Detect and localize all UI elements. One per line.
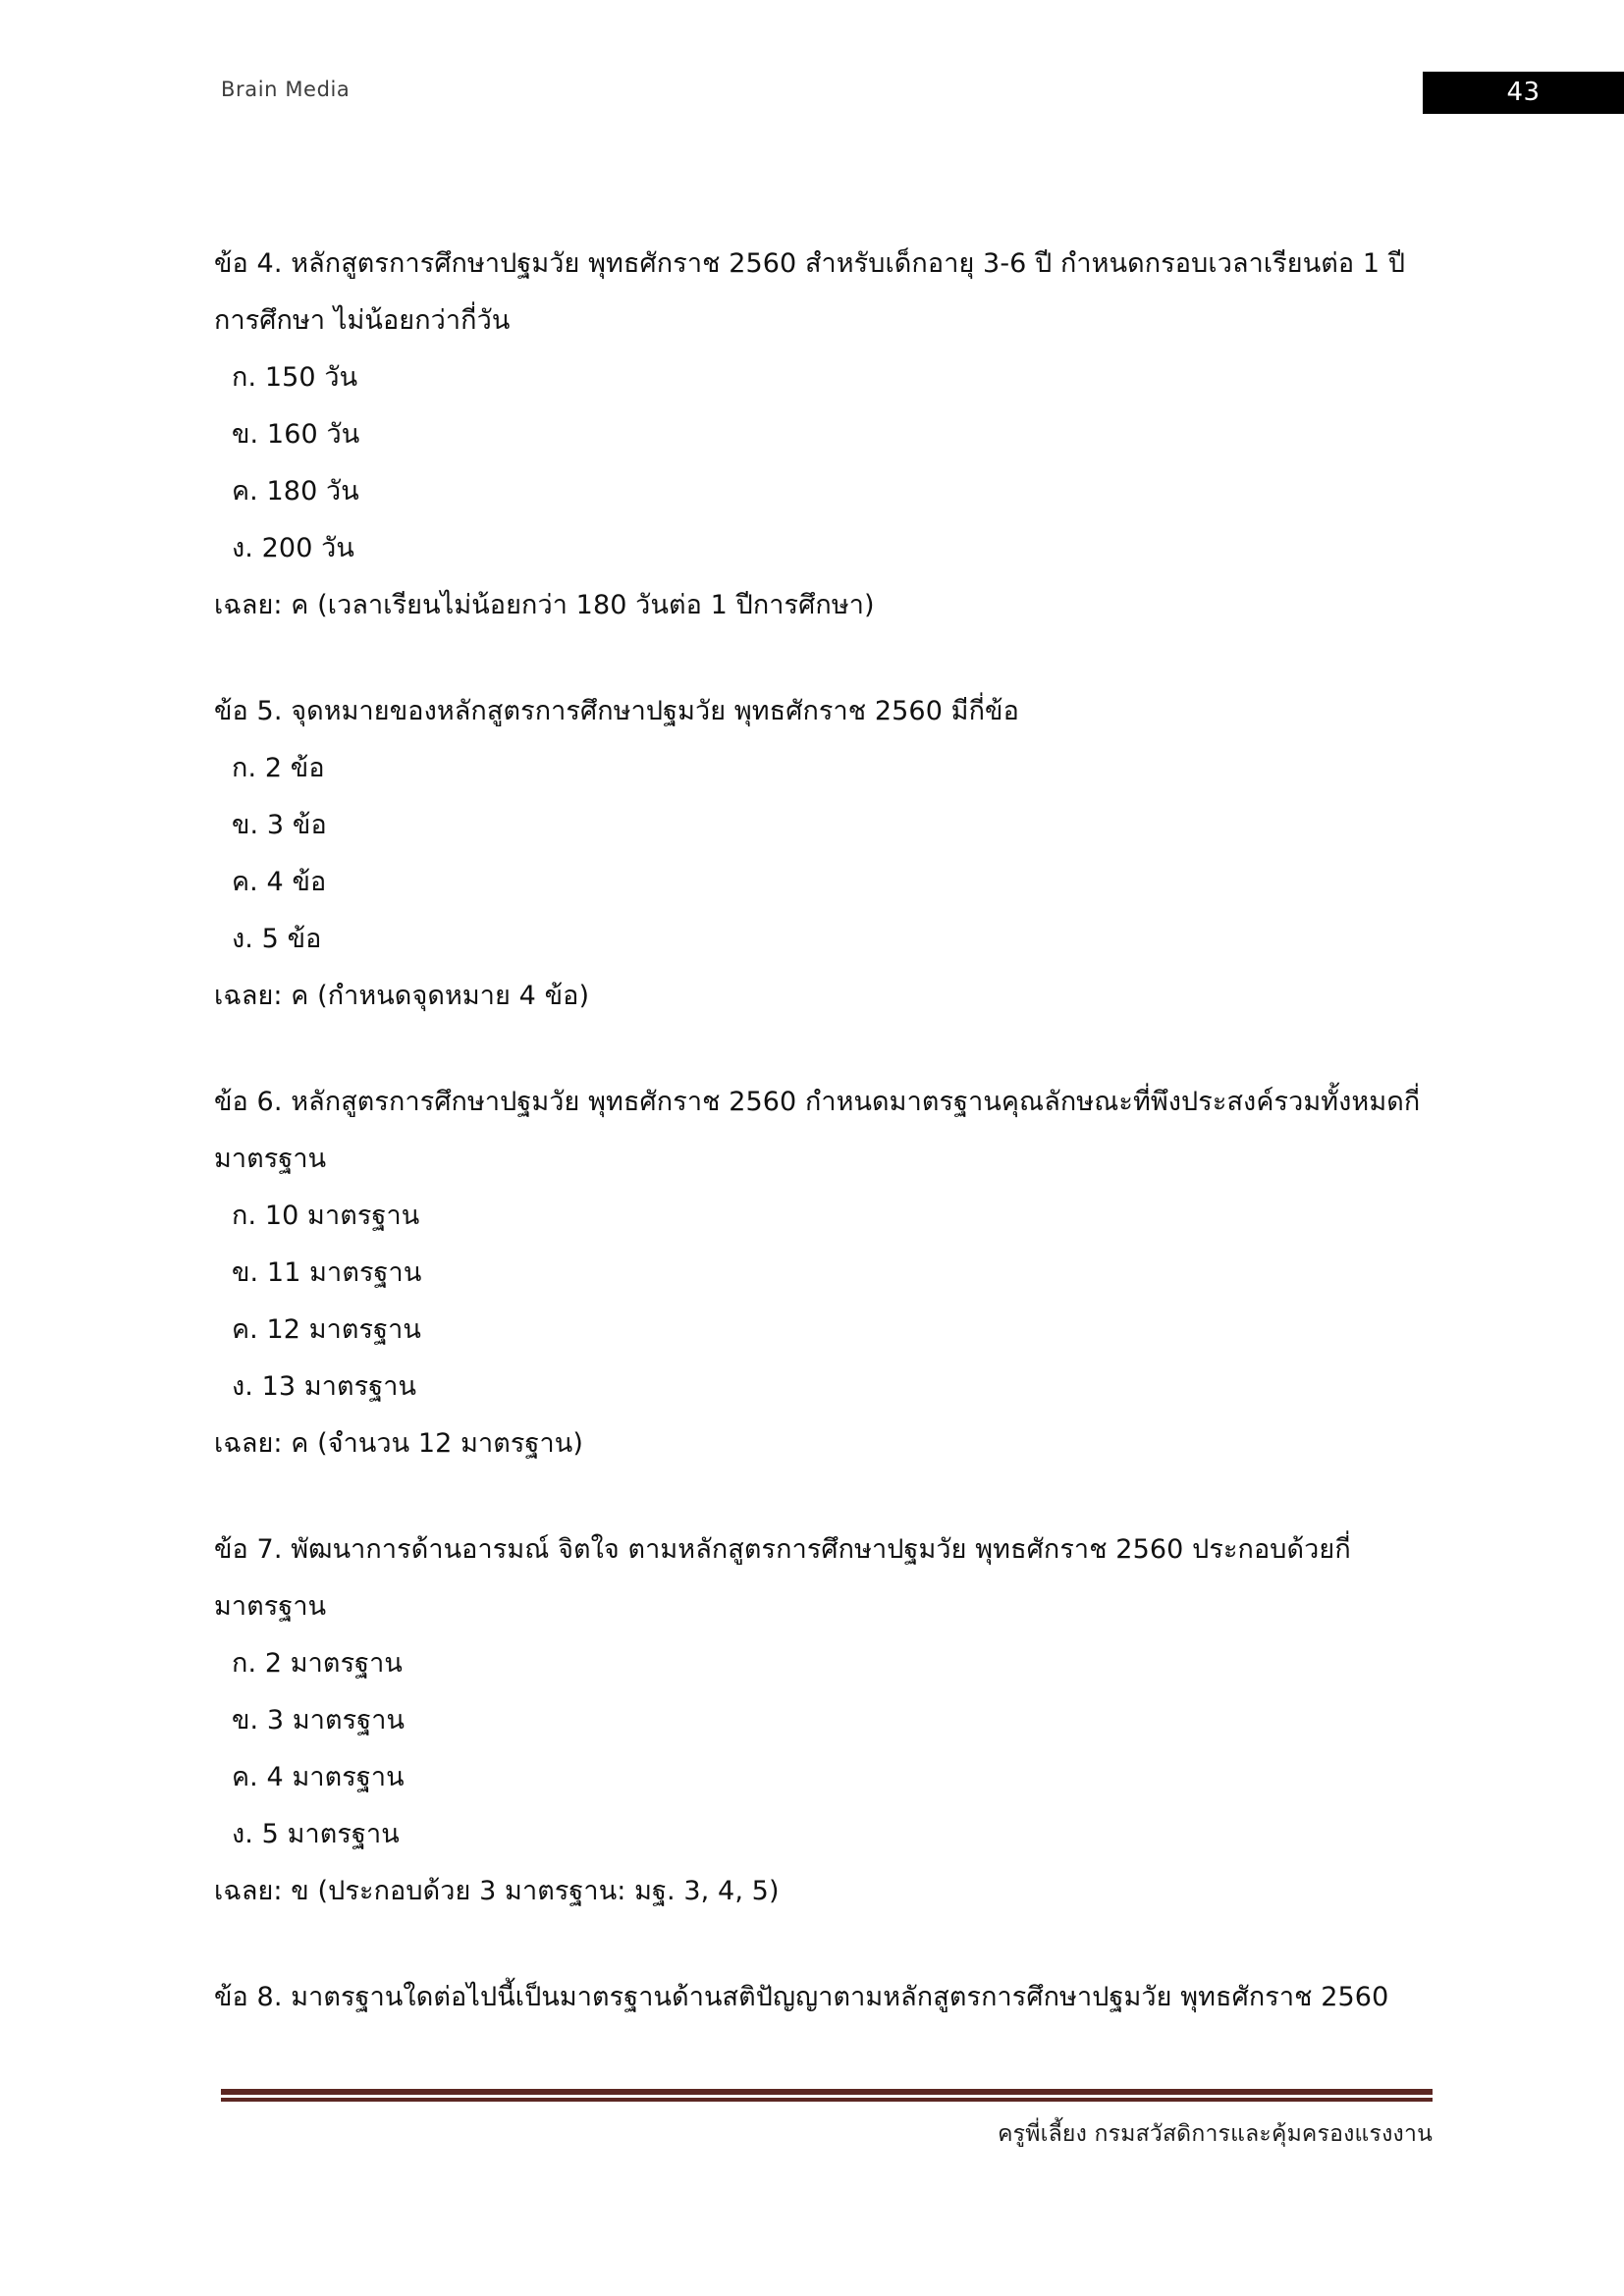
- question-stem: ข้อ 6. หลักสูตรการศึกษาปฐมวัย พุทธศักราช 2560 กำหนดมาตรฐานคุณลักษณะที่พึงประสงค์รวมทั้งหมดกี่มาตรฐาน: [214, 1087, 1421, 1174]
- question-stem: ข้อ 8. มาตรฐานใดต่อไปนี้เป็นมาตรฐานด้านสติปัญญาตามหลักสูตรการศึกษาปฐมวัย พุทธศักราช 2560: [214, 1982, 1389, 2012]
- question-option: ค. 12 มาตรฐาน: [232, 1314, 421, 1345]
- question-stem: ข้อ 4. หลักสูตรการศึกษาปฐมวัย พุทธศักราช 2560 สำหรับเด็กอายุ 3-6 ปี กำหนดกรอบเวลาเรียนต่อ 1 ปีการศึกษา ไม่น้อยกว่ากี่วัน: [214, 248, 1406, 336]
- footer-label: ครูพี่เลี้ยง กรมสวัสดิการและคุ้มครองแรงงาน: [998, 2121, 1433, 2147]
- question-option: ก. 150 วัน: [232, 362, 358, 393]
- question-stem: ข้อ 5. จุดหมายของหลักสูตรการศึกษาปฐมวัย พุทธศักราช 2560 มีกี่ข้อ: [214, 696, 1019, 726]
- question-option: ข. 160 วัน: [232, 419, 360, 450]
- answer-line: เฉลย: ค (เวลาเรียนไม่น้อยกว่า 180 วันต่อ 1 ปีการศึกษา): [214, 590, 875, 620]
- answer-line: เฉลย: ค (กำหนดจุดหมาย 4 ข้อ): [214, 981, 590, 1011]
- brand-label: Brain Media: [221, 78, 351, 101]
- answer-line: เฉลย: ค (จำนวน 12 มาตรฐาน): [214, 1428, 583, 1459]
- question-option: ง. 13 มาตรฐาน: [232, 1371, 417, 1402]
- question-block: [214, 236, 1441, 634]
- question-option: ง. 200 วัน: [232, 533, 354, 563]
- question-block: [214, 683, 1441, 1025]
- question-spacer: [214, 1025, 1441, 1074]
- question-spacer: [214, 634, 1441, 683]
- question-option: ค. 4 มาตรฐาน: [232, 1762, 405, 1792]
- question-option: ก. 2 ข้อ: [232, 753, 325, 783]
- footer-rule-thin: [221, 2098, 1433, 2102]
- questions-container: [214, 236, 1441, 2026]
- question-spacer: [214, 1472, 1441, 1522]
- question-option: ค. 180 วัน: [232, 476, 359, 507]
- answer-line: เฉลย: ข (ประกอบด้วย 3 มาตรฐาน: มฐ. 3, 4, 5): [214, 1876, 780, 1906]
- footer-rule: [221, 2089, 1433, 2102]
- question-option: ง. 5 ข้อ: [232, 924, 322, 954]
- question-block: [214, 1074, 1441, 1472]
- page-number-badge: 43: [1423, 72, 1624, 114]
- question-option: ก. 2 มาตรฐาน: [232, 1648, 403, 1679]
- question-option: ข. 3 มาตรฐาน: [232, 1705, 406, 1735]
- page-header: [0, 0, 1624, 128]
- question-stem: ข้อ 7. พัฒนาการด้านอารมณ์ จิตใจ ตามหลักสูตรการศึกษาปฐมวัย พุทธศักราช 2560 ประกอบด้วยกี่มาตรฐาน: [214, 1534, 1351, 1622]
- question-spacer: [214, 1920, 1441, 1969]
- question-option: ข. 11 มาตรฐาน: [232, 1257, 422, 1288]
- question-option: ค. 4 ข้อ: [232, 867, 327, 897]
- question-block: [214, 1969, 1441, 2026]
- question-option: ก. 10 มาตรฐาน: [232, 1201, 420, 1231]
- question-block: [214, 1522, 1441, 1920]
- question-option: ข. 3 ข้อ: [232, 810, 327, 840]
- question-option: ง. 5 มาตรฐาน: [232, 1819, 400, 1849]
